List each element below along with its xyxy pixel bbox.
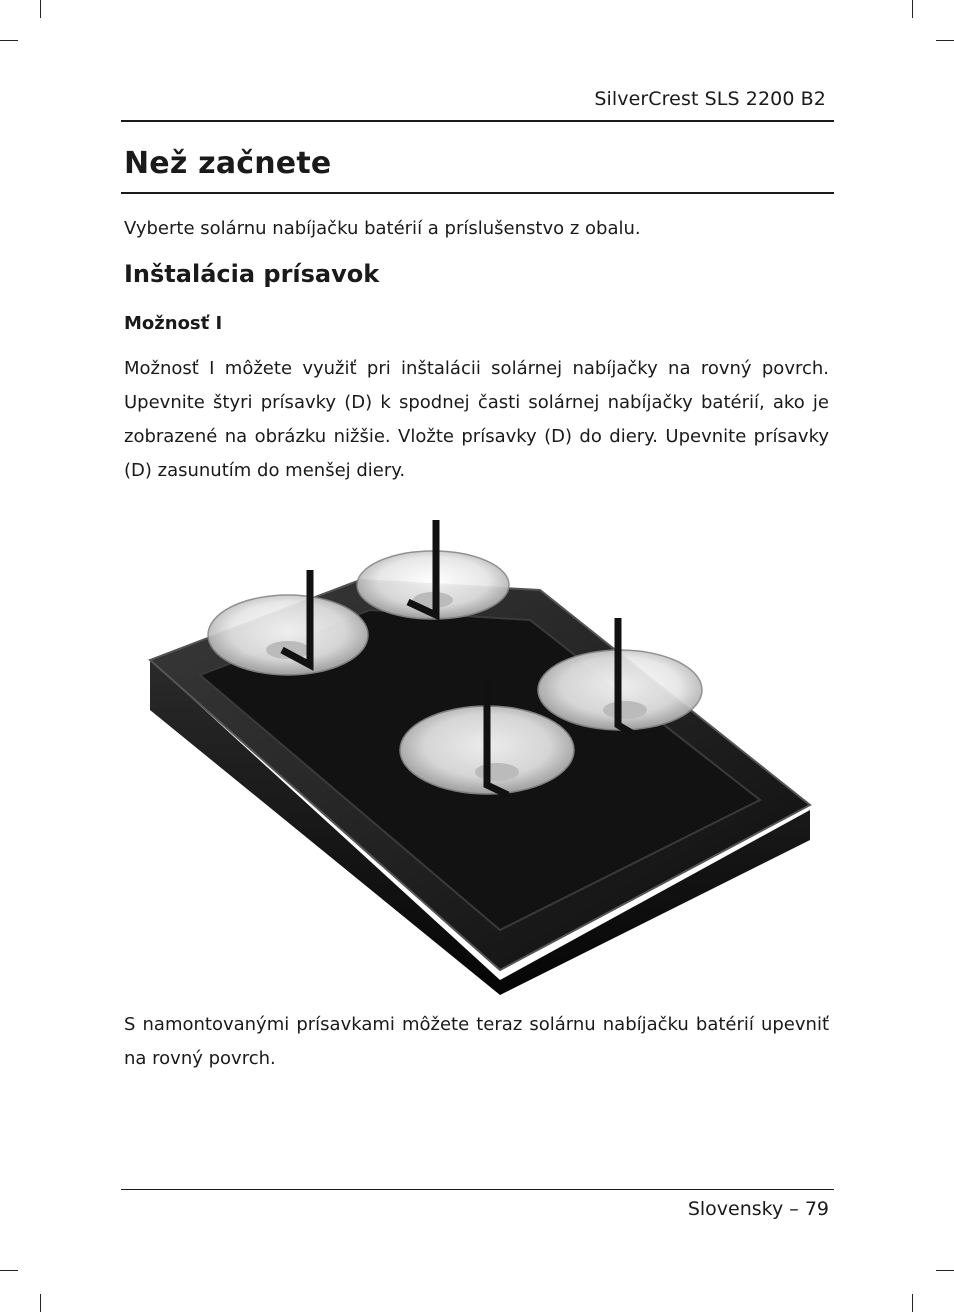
crop-mark-top-left-h: [0, 40, 18, 41]
crop-mark-top-left-v: [40, 0, 41, 18]
page-footer: Slovensky – 79: [687, 1198, 829, 1220]
intro-paragraph: Vyberte solárnu nabíjačku batérií a príslušenstvo z obalu.: [124, 218, 641, 239]
after-figure-paragraph: S namontovanými prísavkami môžete teraz solárnu nabíjačku batérií upevniť na rovný povrch.: [124, 1014, 829, 1069]
section-rule: [121, 192, 834, 194]
subsection-title: Inštalácia prísavok: [124, 260, 380, 288]
crop-mark-top-right-v: [912, 0, 913, 18]
header-rule: [121, 120, 834, 122]
section-title: Než začnete: [124, 146, 332, 181]
crop-mark-top-right-h: [936, 40, 954, 41]
crop-mark-bottom-right-h: [936, 1270, 954, 1271]
crop-mark-bottom-right-v: [912, 1294, 913, 1312]
suction-cup-illustration: [140, 510, 820, 1000]
running-header: SilverCrest SLS 2200 B2: [594, 88, 826, 110]
footer-rule: [121, 1189, 834, 1190]
crop-mark-bottom-left-v: [40, 1294, 41, 1312]
instruction-paragraph: Možnosť I môžete využiť pri inštalácii solárnej nabíjačky na rovný povrch. Upevnite štyri prísavky (D) k spodnej časti solárnej nabíjačky batérií, ako je zobrazené na obrázku nižšie. Vložte prísavky (D) do diery. Upevnite prísavky (D) zasunutím do menšej diery.: [124, 358, 829, 481]
option-title: Možnosť I: [124, 313, 223, 334]
suction-cup-1: [208, 595, 368, 675]
crop-mark-bottom-left-h: [0, 1270, 18, 1271]
